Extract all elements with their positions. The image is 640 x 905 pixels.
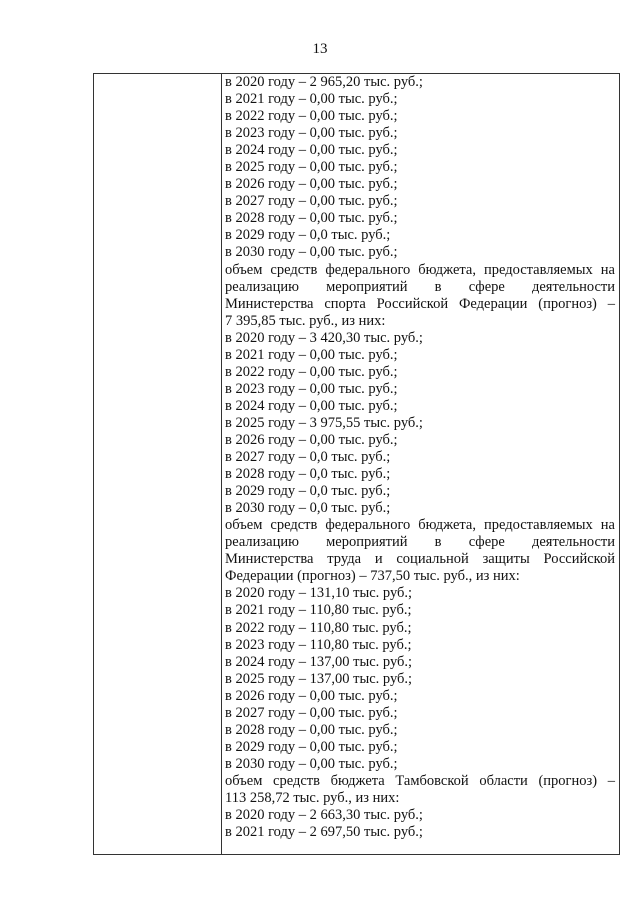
text-line: в 2021 году – 110,80 тыс. руб.; [225, 602, 412, 619]
text-line: в 2029 году – 0,0 тыс. руб.; [225, 227, 391, 244]
text-line: в 2030 году – 0,00 тыс. руб.; [225, 244, 398, 261]
text-line: в 2026 году – 0,00 тыс. руб.; [225, 176, 398, 193]
text-line: в 2025 году – 0,00 тыс. руб.; [225, 159, 398, 176]
text-line: в 2024 году – 0,00 тыс. руб.; [225, 142, 398, 159]
table-cell-content [225, 74, 615, 841]
text-line: 7 395,85 тыс. руб., из них: [225, 312, 386, 329]
text-line: объем средств федерального бюджета, предоставляемых на [225, 517, 615, 534]
text-line: в 2024 году – 0,00 тыс. руб.; [225, 397, 398, 414]
text-line: в 2027 году – 0,00 тыс. руб.; [225, 704, 398, 721]
text-line: в 2023 году – 0,00 тыс. руб.; [225, 380, 398, 397]
text-line: в 2023 году – 110,80 тыс. руб.; [225, 636, 412, 653]
text-line: реализацию мероприятий в сфере деятельности [225, 534, 615, 551]
text-line: в 2024 году – 137,00 тыс. руб.; [225, 653, 413, 670]
text-line: Министерства труда и социальной защиты Российской [225, 551, 615, 568]
text-line: реализацию мероприятий в сфере деятельности [225, 278, 615, 295]
text-line: в 2030 году – 0,00 тыс. руб.; [225, 755, 398, 772]
text-line: в 2026 году – 0,00 тыс. руб.; [225, 687, 398, 704]
text-line: в 2020 году – 2 965,20 тыс. руб.; [225, 74, 423, 90]
text-line: в 2028 году – 0,0 тыс. руб.; [225, 466, 391, 483]
text-line: в 2020 году – 3 420,30 тыс. руб.; [225, 329, 423, 346]
text-line: в 2020 году – 2 663,30 тыс. руб.; [225, 807, 423, 824]
text-line: в 2027 году – 0,00 тыс. руб.; [225, 193, 398, 210]
text-line: в 2028 году – 0,00 тыс. руб.; [225, 721, 398, 738]
text-line: в 2026 году – 0,00 тыс. руб.; [225, 431, 398, 448]
text-line: в 2021 году – 2 697,50 тыс. руб.; [225, 824, 423, 841]
text-line: в 2027 году – 0,0 тыс. руб.; [225, 449, 391, 466]
page-number: 13 [312, 41, 328, 57]
text-line: объем средств федерального бюджета, предоставляемых на [225, 261, 615, 278]
text-line: объем средств бюджета Тамбовской области (прогноз) – [225, 772, 615, 789]
text-line: в 2025 году – 3 975,55 тыс. руб.; [225, 414, 423, 431]
text-line: в 2021 году – 0,00 тыс. руб.; [225, 346, 398, 363]
text-line: 113 258,72 тыс. руб., из них: [225, 789, 400, 806]
text-line: в 2021 году – 0,00 тыс. руб.; [225, 91, 398, 108]
text-line: в 2029 году – 0,00 тыс. руб.; [225, 738, 398, 755]
text-line: в 2029 году – 0,0 тыс. руб.; [225, 483, 391, 500]
text-line: в 2025 году – 137,00 тыс. руб.; [225, 670, 413, 687]
text-line: в 2022 году – 110,80 тыс. руб.; [225, 619, 412, 636]
text-line: в 2023 году – 0,00 тыс. руб.; [225, 125, 398, 142]
text-line: Министерства спорта Российской Федерации (прогноз) – [225, 295, 615, 312]
text-line: в 2022 году – 0,00 тыс. руб.; [225, 363, 398, 380]
text-line: в 2028 году – 0,00 тыс. руб.; [225, 210, 398, 227]
text-line: Федерации (прогноз) – 737,50 тыс. руб., из них: [225, 568, 520, 585]
column-divider [221, 73, 222, 855]
text-line: в 2022 году – 0,00 тыс. руб.; [225, 108, 398, 125]
text-line: в 2020 году – 131,10 тыс. руб.; [225, 585, 413, 602]
text-line: в 2030 году – 0,0 тыс. руб.; [225, 500, 391, 517]
